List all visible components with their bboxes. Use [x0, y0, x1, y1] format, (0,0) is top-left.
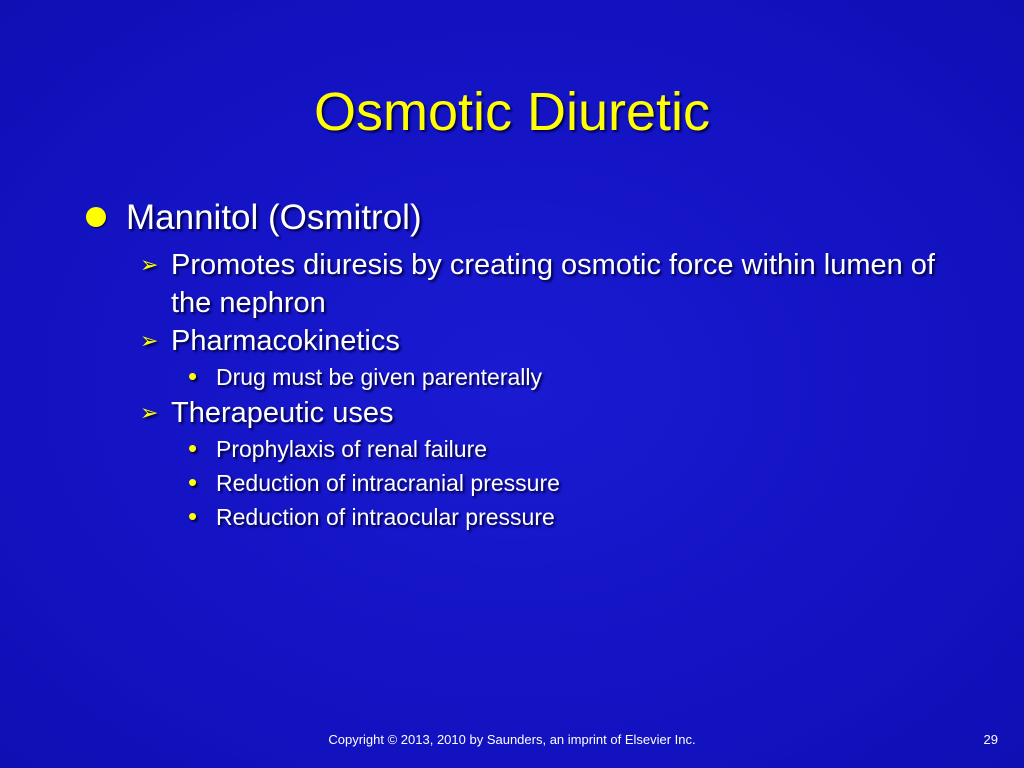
bullet-level3: [0, 360, 1024, 394]
bullet-text: Mannitol (Osmitrol): [126, 198, 422, 237]
copyright-footer: Copyright © 2013, 2010 by Saunders, an imprint of Elsevier Inc.: [328, 732, 696, 747]
page-number: 29: [983, 732, 998, 747]
bullet-text: Pharmacokinetics: [171, 325, 400, 357]
dot-bullet-icon: •: [188, 361, 198, 391]
bullet-text: Drug must be given parenterally: [216, 364, 542, 390]
bullet-text: Promotes diuresis by creating osmotic force within lumen of the nephron: [171, 249, 935, 319]
dot-bullet-icon: •: [188, 467, 198, 497]
bullet-level3: [0, 432, 1024, 466]
arrow-bullet-icon: ➢: [140, 400, 159, 425]
dot-bullet-icon: •: [188, 501, 198, 531]
bullet-level3: [0, 500, 1024, 534]
bullet-text: Reduction of intracranial pressure: [216, 470, 560, 496]
bullet-level2: [0, 394, 1024, 432]
arrow-bullet-icon: ➢: [140, 328, 159, 353]
bullet-level2: [0, 322, 1024, 360]
dot-bullet-icon: •: [188, 433, 198, 463]
bullet-level2: [0, 246, 1024, 322]
bullet-text: Reduction of intraocular pressure: [216, 504, 555, 530]
bullet-text: Prophylaxis of renal failure: [216, 436, 488, 462]
slide-content: [0, 190, 1024, 534]
arrow-bullet-icon: ➢: [140, 252, 159, 277]
bullet-level3: [0, 466, 1024, 500]
bullet-level1: [0, 190, 1024, 246]
slide-title: Osmotic Diuretic: [313, 82, 711, 142]
bullet-text: Therapeutic uses: [171, 397, 394, 429]
round-bullet-icon: [86, 207, 106, 227]
